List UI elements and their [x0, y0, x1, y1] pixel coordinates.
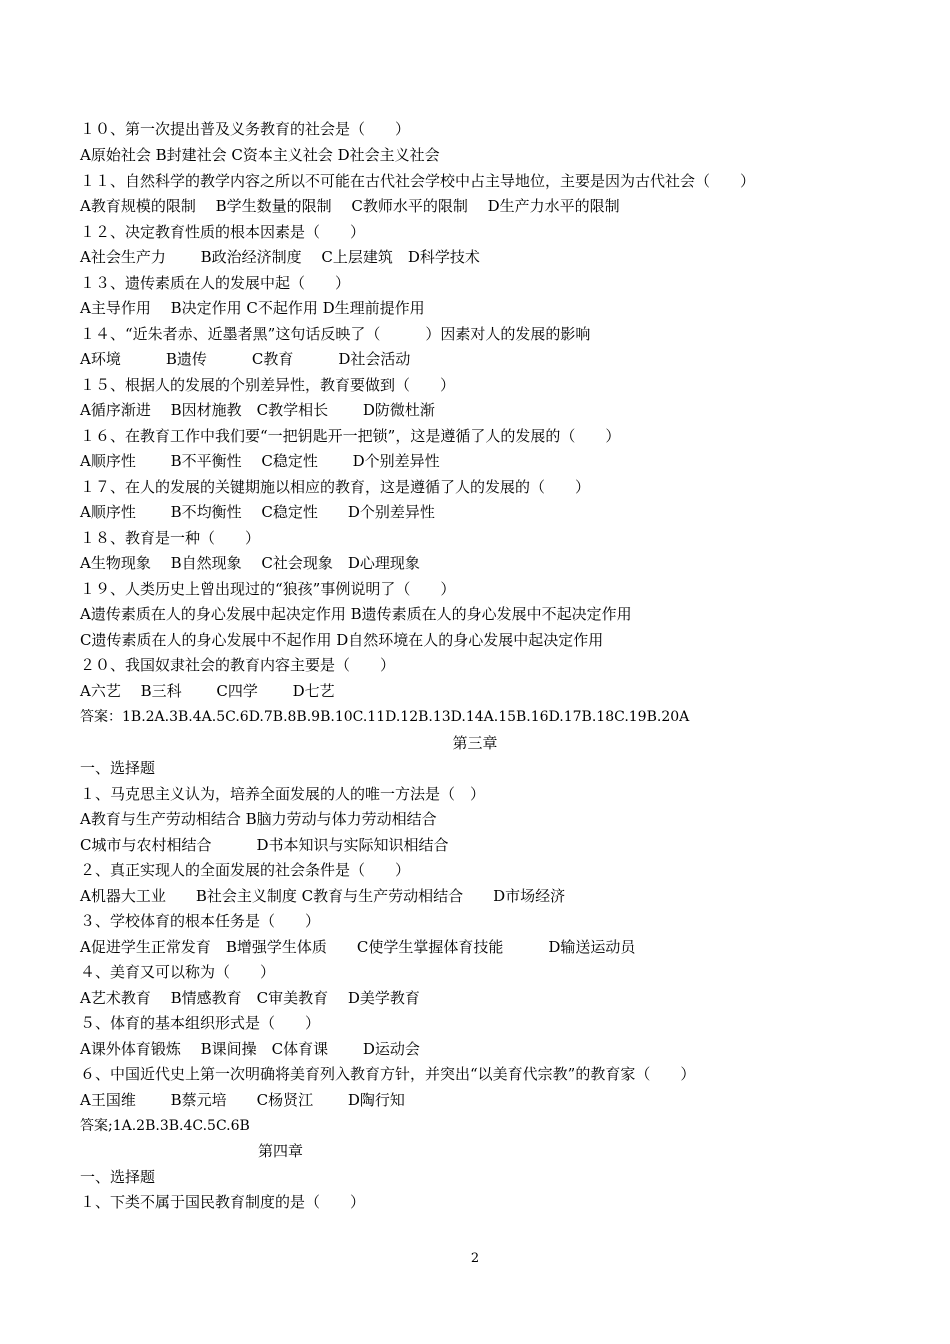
ch3-options-1-cd: C城市与农村相结合 D书本知识与实际知识相结合: [80, 836, 449, 854]
ch3-question-2: ２、真正实现人的全面发展的社会条件是（ ）: [80, 861, 411, 879]
options-16: A顺序性 B不平衡性 C稳定性 D个别差异性: [80, 452, 440, 470]
question-16: １６、在教育工作中我们要“一把钥匙开一把锁”，这是遵循了人的发展的（ ）: [80, 427, 621, 445]
ch3-question-5: ５、体育的基本组织形式是（ ）: [80, 1014, 321, 1032]
ch3-question-6: ６、中国近代史上第一次明确将美育列入教育方针，并突出“以美育代宗教”的教育家（ ）: [80, 1065, 696, 1083]
options-10: A原始社会 B封建社会 C资本主义社会 D社会主义社会: [80, 146, 440, 164]
ch3-question-1: １、马克思主义认为，培养全面发展的人的唯一方法是（ ）: [80, 785, 486, 803]
section-heading-ch3: 一、选择题: [80, 759, 156, 777]
ch3-options-6: A王国维 B蔡元培 C杨贤江 D陶行知: [80, 1091, 405, 1109]
ch3-options-4: A艺术教育 B情感教育 C审美教育 D美学教育: [80, 989, 420, 1007]
ch4-question-1: １、下类不属于国民教育制度的是（ ）: [80, 1193, 366, 1211]
question-18: １８、教育是一种（ ）: [80, 529, 261, 547]
options-15: A循序渐进 B因材施教 C教学相长 D防微杜渐: [80, 401, 435, 419]
options-17: A顺序性 B不均衡性 C稳定性 D个别差异性: [80, 503, 435, 521]
answer-key-ch2: 答案：1B.2A.3B.4A.5C.6D.7B.8B.9B.10C.11D.12B.13D.14A.15B.16D.17B.18C.19B.20A: [80, 709, 690, 725]
question-12: １２、决定教育性质的根本因素是（ ）: [80, 223, 366, 241]
question-17: １７、在人的发展的关键期施以相应的教育，这是遵循了人的发展的（ ）: [80, 478, 591, 496]
options-20: A六艺 B三科 C四学 D七艺: [80, 682, 335, 700]
chapter-4-heading: 第四章: [258, 1142, 304, 1160]
section-heading-ch4: 一、选择题: [80, 1168, 156, 1186]
ch3-options-2: A机器大工业 B社会主义制度 C教育与生产劳动相结合 D市场经济: [80, 887, 566, 905]
options-13: A主导作用 B决定作用 C不起作用 D生理前提作用: [80, 299, 425, 317]
chapter-3-heading: 第三章: [452, 734, 498, 752]
options-12: A社会生产力 B政治经济制度 C上层建筑 D科学技术: [80, 248, 480, 266]
ch3-options-5: A课外体育锻炼 B课间操 C体育课 D运动会: [80, 1040, 420, 1058]
ch3-question-4: ４、美育又可以称为（ ）: [80, 963, 276, 981]
options-14: A环境 B遗传 C教育 D社会活动: [80, 350, 411, 368]
options-18: A生物现象 B自然现象 C社会现象 D心理现象: [80, 554, 420, 572]
answer-key-ch3: 答案;1A.2B.3B.4C.5C.6B: [80, 1118, 250, 1134]
question-19: １９、人类历史上曾出现过的“狼孩”事例说明了（ ）: [80, 580, 456, 598]
question-14: １４、“近朱者赤、近墨者黑”这句话反映了（ ）因素对人的发展的影响: [80, 325, 591, 343]
options-19-ab: A遗传素质在人的身心发展中起决定作用 B遗传素质在人的身心发展中不起决定作用: [80, 605, 632, 623]
question-15: １５、根据人的发展的个别差异性，教育要做到（ ）: [80, 376, 456, 394]
question-10: １０、第一次提出普及义务教育的社会是（ ）: [80, 120, 411, 138]
ch3-options-3: A促进学生正常发育 B增强学生体质 C使学生掌握体育技能 D输送运动员: [80, 938, 636, 956]
question-11: １１、自然科学的教学内容之所以不可能在古代社会学校中占主导地位，主要是因为古代社会（ ）: [80, 172, 756, 190]
ch3-options-1-ab: A教育与生产劳动相结合 B脑力劳动与体力劳动相结合: [80, 810, 437, 828]
ch3-question-3: ３、学校体育的根本任务是（ ）: [80, 912, 321, 930]
options-19-cd: C遗传素质在人的身心发展中不起作用 D自然环境在人的身心发展中起决定作用: [80, 631, 604, 649]
options-11: A教育规模的限制 B学生数量的限制 C教师水平的限制 D生产力水平的限制: [80, 197, 620, 215]
question-20: ２０、我国奴隶社会的教育内容主要是（ ）: [80, 656, 396, 674]
question-13: １３、遗传素质在人的发展中起（ ）: [80, 274, 351, 292]
page-number: 2: [470, 1251, 480, 1266]
